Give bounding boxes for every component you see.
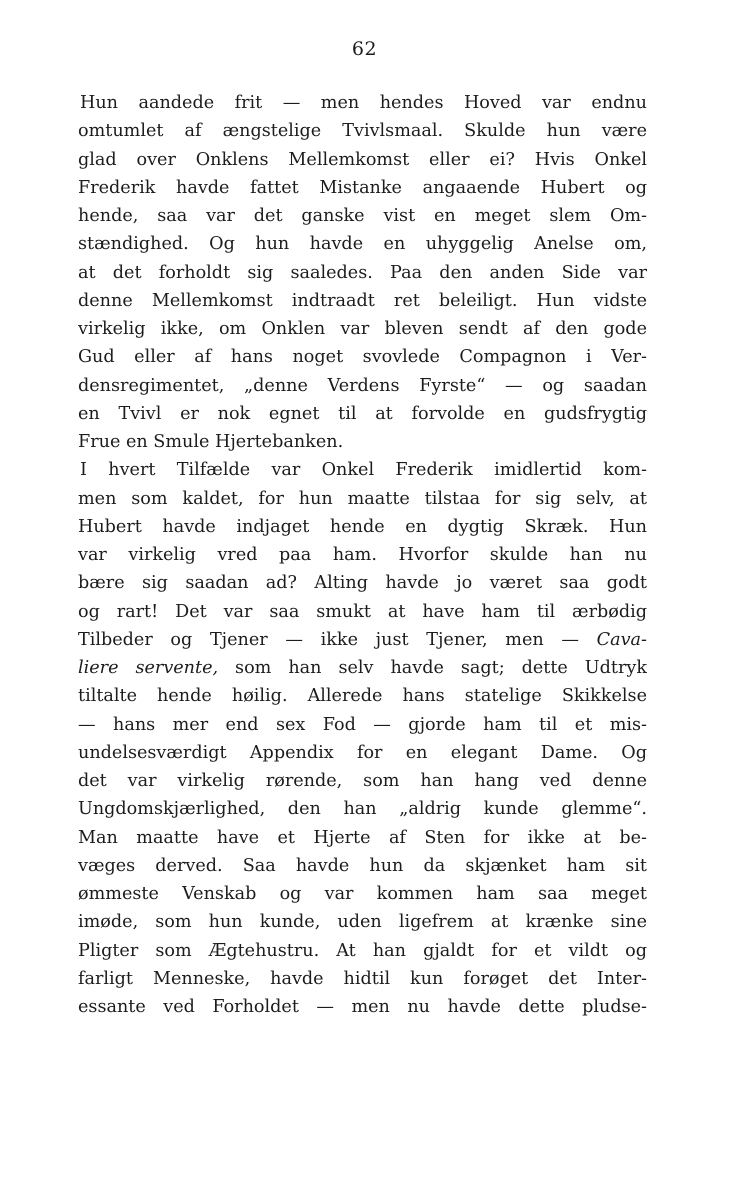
text-line: Man maatte have et Hjerte af Sten for ikke at be-	[78, 827, 647, 848]
text-line: Hubert havde indjaget hende en dygtig Skræk. Hun	[78, 516, 647, 537]
text-line: — hans mer end sex Fod — gjorde ham til et mis-	[78, 714, 647, 735]
text-line: væges derved. Saa havde hun da skjænket ham sit	[78, 855, 647, 876]
text-line: Gud eller af hans noget svovlede Compagnon i Ver-	[78, 347, 647, 368]
text-line: omtumlet af ængstelige Tvivlsmaal. Skulde hun være	[78, 121, 647, 142]
text-line: en Tvivl er nok egnet til at forvolde en gudsfrygtig	[78, 403, 647, 424]
text-line: ømmeste Venskab og var kommen ham saa meget	[78, 884, 647, 904]
text-line: var virkelig vred paa ham. Hvorfor skulde han nu	[78, 545, 647, 565]
body-text	[78, 89, 647, 1021]
text-line: densregimentet, „denne Verdens Fyrste“ — og saadan	[78, 375, 647, 396]
page-number: 62	[351, 38, 378, 60]
text-line: Pligter som Ægtehustru. At han gjaldt for et vildt og	[78, 940, 647, 961]
text-line: Ungdomskjærlighed, den han „aldrig kunde glemme“.	[78, 799, 647, 820]
text-line: denne Mellemkomst indtraadt ret beleiligt. Hun vidste	[78, 290, 647, 311]
paragraph-1	[78, 89, 647, 456]
text-line	[78, 626, 647, 654]
text-line: Hun aandede frit — men hendes Hoved var endnu	[80, 93, 647, 113]
text-line: Frue en Smule Hjertebanken.	[78, 432, 344, 452]
text-line: hende, saa var det ganske vist en meget slem Om-	[78, 206, 647, 226]
text-line: undelsesværdigt Appendix for en elegant Dame. Og	[78, 742, 647, 763]
paragraph-2	[78, 456, 647, 1021]
text-line: og rart! Det var saa smukt at have ham til ærbødig	[78, 601, 647, 622]
text-line: at det forholdt sig saaledes. Paa den anden Side var	[78, 262, 647, 283]
italic-phrase: liere servente,	[78, 658, 219, 678]
text-line: essante ved Forholdet — men nu havde dette pludse-	[78, 997, 647, 1017]
text-line: imøde, som hun kunde, uden ligefrem at krænke sine	[78, 912, 647, 933]
text-line: men som kaldet, for hun maatte tilstaa for sig selv, at	[78, 488, 647, 509]
text-line: tiltalte hende høilig. Allerede hans statelige Skikkelse	[78, 686, 647, 707]
text-segment: Tilbeder og Tjener — ikke just Tjener, men —	[78, 629, 597, 650]
text-line: det var virkelig rørende, som han hang ved denne	[78, 771, 647, 791]
text-line: bære sig saadan ad? Alting havde jo været saa godt	[78, 573, 647, 594]
text-line: Frederik havde fattet Mistanke angaaende Hubert og	[78, 177, 647, 198]
text-segment: som han selv havde sagt; dette Udtryk	[218, 658, 647, 678]
text-line: stændighed. Og hun havde en uhyggelig Anelse om,	[78, 234, 647, 255]
text-line: virkelig ikke, om Onklen var bleven sendt af den gode	[78, 319, 647, 339]
text-line: I hvert Tilfælde var Onkel Frederik imidlertid kom-	[80, 460, 647, 481]
text-line: glad over Onklens Mellemkomst eller ei? Hvis Onkel	[78, 149, 647, 170]
italic-phrase: Cava-	[596, 629, 647, 650]
text-line: farligt Menneske, havde hidtil kun forøget det Inter-	[78, 968, 647, 989]
text-line	[78, 654, 647, 682]
